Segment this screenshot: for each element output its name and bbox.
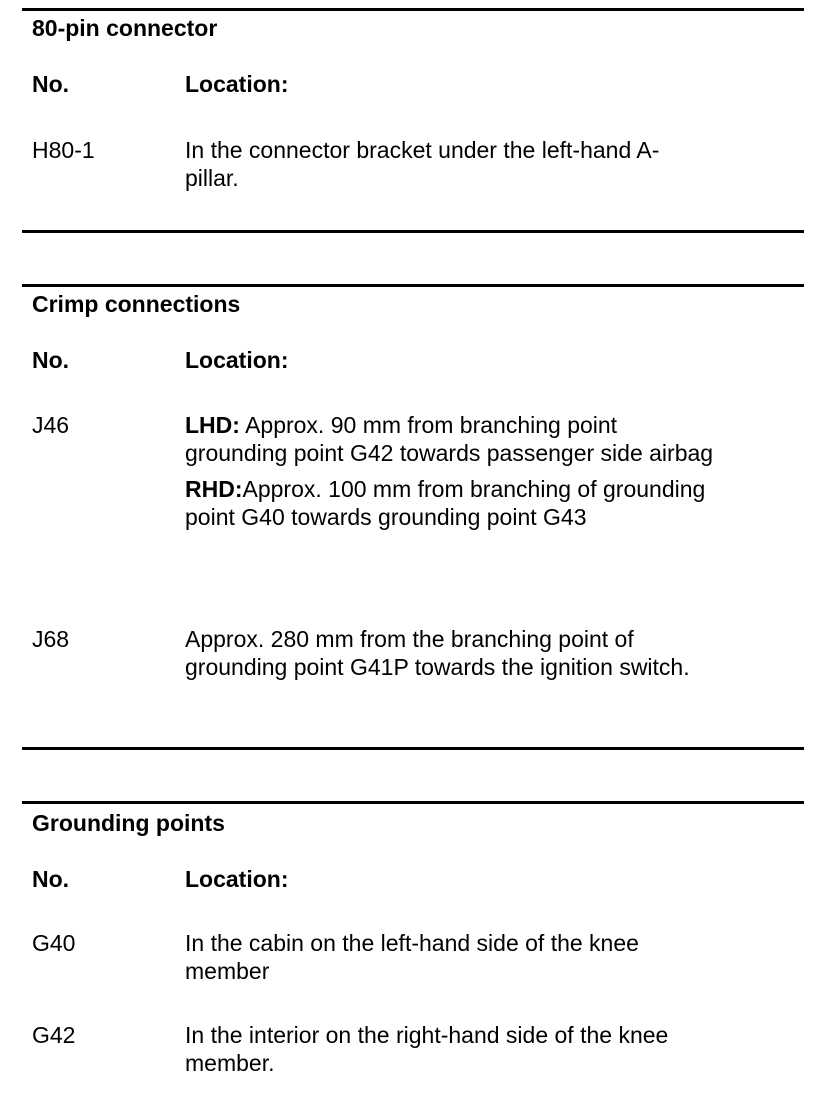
entry-location bbox=[185, 1021, 705, 1077]
entry-location bbox=[185, 411, 725, 531]
entry-location bbox=[185, 929, 705, 985]
entry-number: G40 bbox=[32, 930, 76, 956]
column-header-location: Location: bbox=[185, 71, 289, 97]
column-header-no: No. bbox=[32, 347, 70, 373]
section-top-rule bbox=[22, 284, 804, 287]
entry-location bbox=[185, 625, 725, 681]
lhd-text: Approx. 90 mm from branching point grounding point G42 towards passenger side airbag bbox=[185, 412, 714, 466]
location-text: Approx. 280 mm from the branching point of grounding point G41P towards the ignition switch. bbox=[185, 626, 690, 680]
column-header-no: No. bbox=[32, 71, 70, 97]
rhd-paragraph bbox=[185, 475, 725, 531]
lhd-paragraph bbox=[185, 411, 725, 467]
entry-number: G42 bbox=[32, 1022, 76, 1048]
section-title: Grounding points bbox=[32, 810, 225, 836]
entry-number: J46 bbox=[32, 412, 70, 438]
rhd-label: RHD: bbox=[185, 476, 243, 502]
lhd-label: LHD: bbox=[185, 412, 240, 438]
column-header-no: No. bbox=[32, 866, 70, 892]
column-header-location: Location: bbox=[185, 347, 289, 373]
location-text: In the interior on the right-hand side of the knee member. bbox=[185, 1022, 669, 1076]
location-text: In the cabin on the left-hand side of the knee member bbox=[185, 930, 639, 984]
entry-location bbox=[185, 136, 705, 192]
entry-number: H80-1 bbox=[32, 137, 95, 163]
location-text: In the connector bracket under the left-hand A-pillar. bbox=[185, 137, 660, 191]
column-header-location: Location: bbox=[185, 866, 289, 892]
section-bottom-rule bbox=[22, 230, 804, 233]
rhd-text: Approx. 100 mm from branching of grounding point G40 towards grounding point G43 bbox=[185, 476, 706, 530]
section-top-rule bbox=[22, 801, 804, 804]
section-top-rule bbox=[22, 8, 804, 11]
entry-number: J68 bbox=[32, 626, 70, 652]
section-title: Crimp connections bbox=[32, 291, 241, 317]
section-title: 80-pin connector bbox=[32, 15, 218, 41]
section-bottom-rule bbox=[22, 747, 804, 750]
